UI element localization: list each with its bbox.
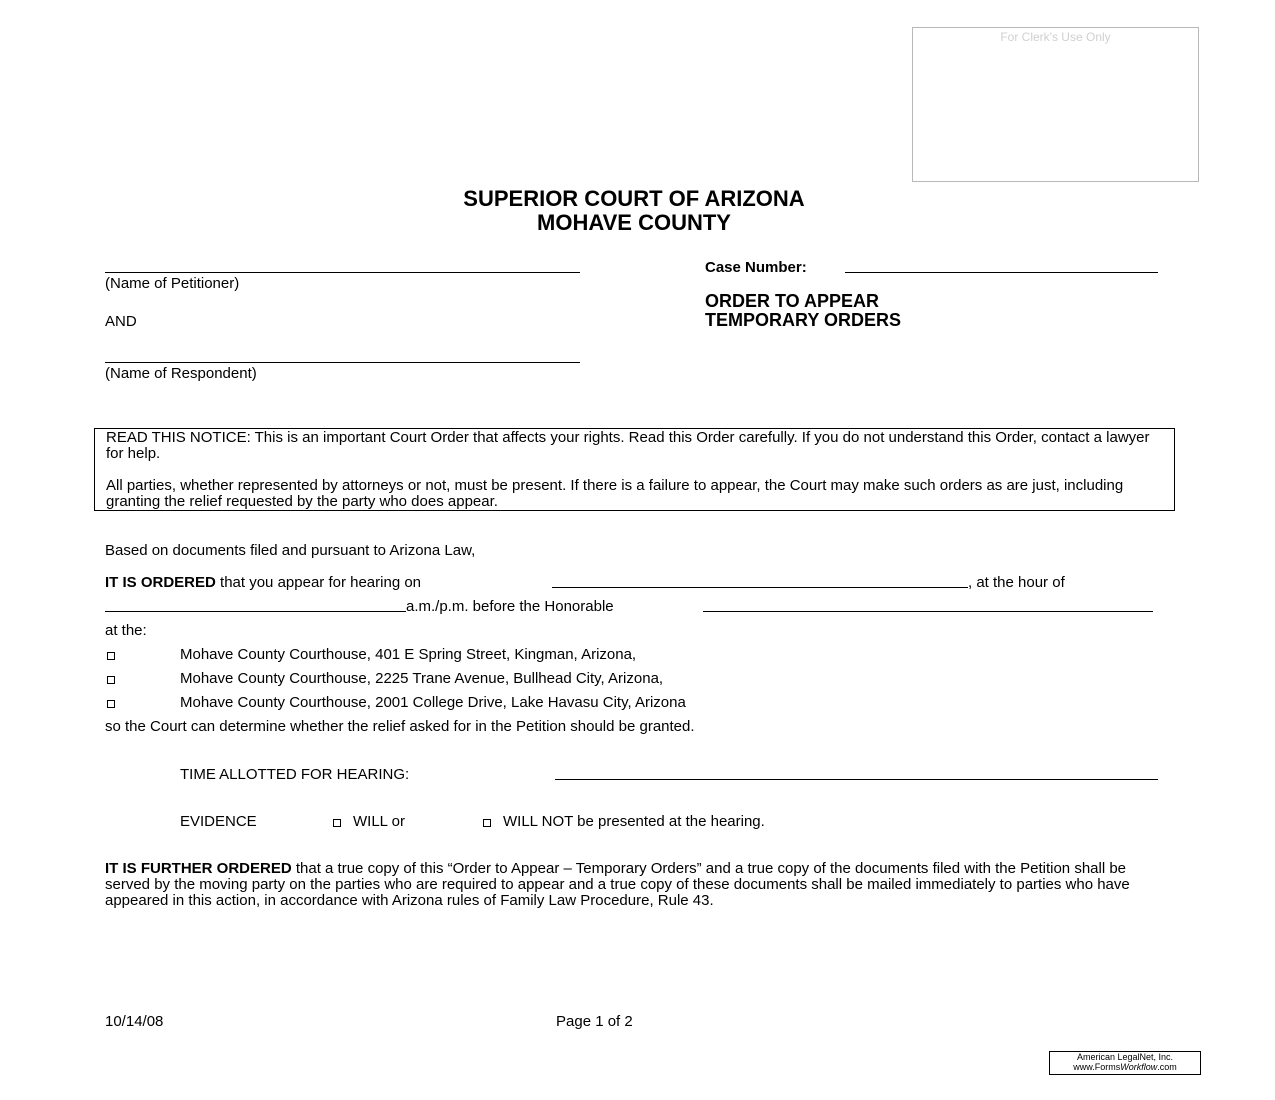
bullhead-checkbox[interactable] (107, 676, 115, 684)
ampm-text: a.m./p.m. before the Honorable (406, 598, 614, 615)
evidence-will-not-label: WILL NOT be presented at the hearing. (503, 813, 765, 830)
evidence-will-label: WILL or (353, 813, 405, 830)
and-label: AND (105, 313, 137, 330)
document-title-line1: ORDER TO APPEAR (705, 291, 880, 311)
ordered-line (105, 574, 421, 591)
petitioner-name-line[interactable] (105, 272, 580, 273)
it-is-ordered-label: IT IS ORDERED (105, 574, 216, 591)
county-name: MOHAVE COUNTY (537, 210, 731, 235)
ordered-text: that you appear for hearing on (220, 574, 422, 591)
revision-date: 10/14/08 (105, 1013, 164, 1030)
location-lake-havasu: Mohave County Courthouse, 2001 College Drive, Lake Havasu City, Arizona (180, 694, 686, 711)
further-ordered-paragraph (105, 861, 1170, 909)
determine-text: so the Court can determine whether the relief asked for in the Petition should be granted. (105, 718, 695, 735)
document-title-line2: TEMPORARY ORDERS (705, 310, 902, 330)
at-the-label: at the: (105, 622, 147, 639)
location-bullhead: Mohave County Courthouse, 2225 Trane Avenue, Bullhead City, Arizona, (180, 670, 664, 687)
order-intro: Based on documents filed and pursuant to Arizona Law, (105, 542, 476, 559)
evidence-label: EVIDENCE (180, 813, 257, 830)
petitioner-label: (Name of Petitioner) (105, 275, 240, 292)
hearing-date-line[interactable] (552, 587, 968, 588)
evidence-will-not-checkbox[interactable] (483, 819, 491, 827)
judge-name-line[interactable] (703, 611, 1153, 612)
page-number: Page 1 of 2 (556, 1013, 633, 1030)
evidence-will-checkbox[interactable] (333, 819, 341, 827)
notice-paragraph-2: All parties, whether represented by attorneys or not, must be present. If there is a failure to appear, the Court may make such orders as are just, including granting the relief requested by the party who does appear. (106, 477, 1124, 510)
case-number-label: Case Number: (705, 259, 807, 276)
location-kingman: Mohave County Courthouse, 401 E Spring Street, Kingman, Arizona, (180, 646, 637, 663)
vendor-url: www.FormsWorkflow.com (1073, 1062, 1177, 1072)
further-ordered-label: IT IS FURTHER ORDERED (105, 860, 292, 877)
hour-text: , at the hour of (968, 574, 1065, 591)
vendor-name: American LegalNet, Inc. (1076, 1052, 1174, 1062)
hearing-time-line[interactable] (105, 611, 406, 612)
vendor-badge (1049, 1051, 1201, 1075)
notice-box (94, 428, 1175, 511)
clerk-use-label: For Clerk's Use Only (1000, 30, 1111, 44)
respondent-label: (Name of Respondent) (105, 365, 257, 382)
lake-havasu-checkbox[interactable] (107, 700, 115, 708)
time-allotted-line[interactable] (555, 779, 1158, 780)
court-name: SUPERIOR COURT OF ARIZONA (463, 186, 805, 211)
case-number-line[interactable] (845, 272, 1158, 273)
respondent-name-line[interactable] (105, 362, 580, 363)
notice-paragraph-1: READ THIS NOTICE: This is an important Court Order that affects your rights. Read this Order carefully. If you do not understand this Order, contact a lawyer for help. (106, 429, 1150, 462)
time-allotted-label: TIME ALLOTTED FOR HEARING: (180, 766, 410, 783)
clerk-use-box (912, 27, 1199, 182)
kingman-checkbox[interactable] (107, 652, 115, 660)
further-ordered-text: that a true copy of this “Order to Appear – Temporary Orders” and a true copy of the documents filed with the Petition shall be served by the moving party on the parties who are required to appear and a true copy of these documents shall be mailed immediately to parties who have appeared in this action, in accordance with Arizona rules of Family Law Procedure, Rule 43. (105, 860, 1130, 909)
